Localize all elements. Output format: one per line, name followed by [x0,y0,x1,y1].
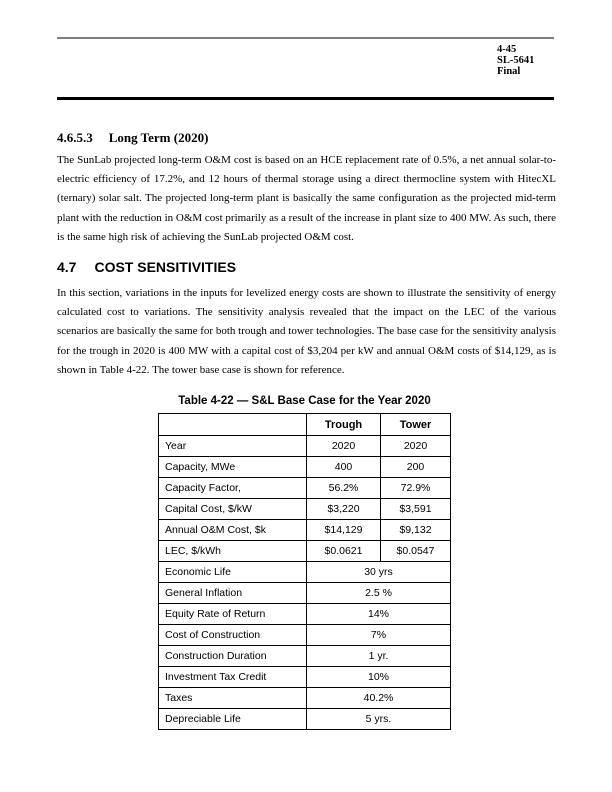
table-row-equity-rate [159,604,451,625]
row-label: Depreciable Life [159,709,307,730]
shared-value: 5 yrs. [307,709,451,730]
row-label: Investment Tax Credit [159,667,307,688]
table-row-lec [159,541,451,562]
row-label: Equity Rate of Return [159,604,307,625]
tower-value: 200 [381,457,451,478]
row-label: Year [159,436,307,457]
table-caption: Table 4-22 — S&L Base Case for the Year 2020 [178,395,431,407]
doc-status: Final [497,65,521,77]
column-header-tower: Tower [381,414,451,436]
table-row-economic-life [159,562,451,583]
section-heading-long-term [57,130,208,146]
table-row-annual-om-cost [159,520,451,541]
table-row-capital-cost [159,499,451,520]
trough-value: $3,220 [307,499,381,520]
trough-value: 56.2% [307,478,381,499]
row-label: General Inflation [159,583,307,604]
row-label: Capacity Factor, [159,478,307,499]
table-row-construction-duration [159,646,451,667]
tower-value: $3,591 [381,499,451,520]
trough-value: $0.0621 [307,541,381,562]
table-header-row [159,414,451,436]
row-label: Construction Duration [159,646,307,667]
trough-value: $14,129 [307,520,381,541]
row-label: Taxes [159,688,307,709]
table-row-year [159,436,451,457]
trough-value: 2020 [307,436,381,457]
shared-value: 40.2% [307,688,451,709]
trough-value: 400 [307,457,381,478]
section-title: COST SENSITIVITIES [94,259,237,275]
table-row-taxes [159,688,451,709]
table-row-general-inflation [159,583,451,604]
section-heading-cost-sensitivities [57,259,236,275]
header-bottom-rule [57,97,554,100]
page-number: 4-45 [497,44,517,55]
shared-value: 30 yrs [307,562,451,583]
section-number: 4.6.5.3 [57,130,93,145]
shared-value: 2.5 % [307,583,451,604]
paragraph-long-term: The SunLab projected long-term O&M cost is based on an HCE replacement rate of 0.5%, a net annual solar-to-electric efficiency of 17.2%, and 12 hours of thermal storage using a direct thermocline system with HitecXL (ternary) solar salt. The projected long-term plant is basically the same configuration as the projected mid-term plant with the reduction in O&M cost primarily as a result of the increase in plant size to 400 MW. As such, there is the same high risk of achieving the SunLab projected O&M cost. [57,154,556,243]
table-row-capacity [159,457,451,478]
section-title: Long Term (2020) [108,130,209,145]
row-label: Capacity, MWe [159,457,307,478]
tower-value: 72.9% [381,478,451,499]
shared-value: 1 yr. [307,646,451,667]
row-label: Cost of Construction [159,625,307,646]
doc-id: SL-5641 [497,54,535,66]
row-label: Capital Cost, $/kW [159,499,307,520]
tower-value: 2020 [381,436,451,457]
base-case-table [158,413,451,730]
shared-value: 7% [307,625,451,646]
header-top-rule [57,37,554,39]
table-row-cost-of-construction [159,625,451,646]
table-row-capacity-factor [159,478,451,499]
row-label: Annual O&M Cost, $k [159,520,307,541]
row-label: LEC, $/kWh [159,541,307,562]
shared-value: 14% [307,604,451,625]
table-row-depreciable-life [159,709,451,730]
tower-value: $0.0547 [381,541,451,562]
page-header [497,45,534,77]
section-number: 4.7 [57,259,77,275]
tower-value: $9,132 [381,520,451,541]
column-header-trough: Trough [307,414,381,436]
column-header-blank [159,414,307,436]
row-label: Economic Life [159,562,307,583]
paragraph-cost-sensitivities: In this section, variations in the inputs for levelized energy costs are shown to illustrate the sensitivity of energy calculated cost to variations. The sensitivity analysis revealed that the impact on the LEC of the various scenarios are basically the same for both trough and tower technologies. The base case for the sensitivity analysis for the trough in 2020 is 400 MW with a capital cost of $3,204 per kW and annual O&M costs of $14,129, as is shown in Table 4-22. The tower base case is shown for reference. [57,287,556,376]
table-row-investment-tax-credit [159,667,451,688]
shared-value: 10% [307,667,451,688]
